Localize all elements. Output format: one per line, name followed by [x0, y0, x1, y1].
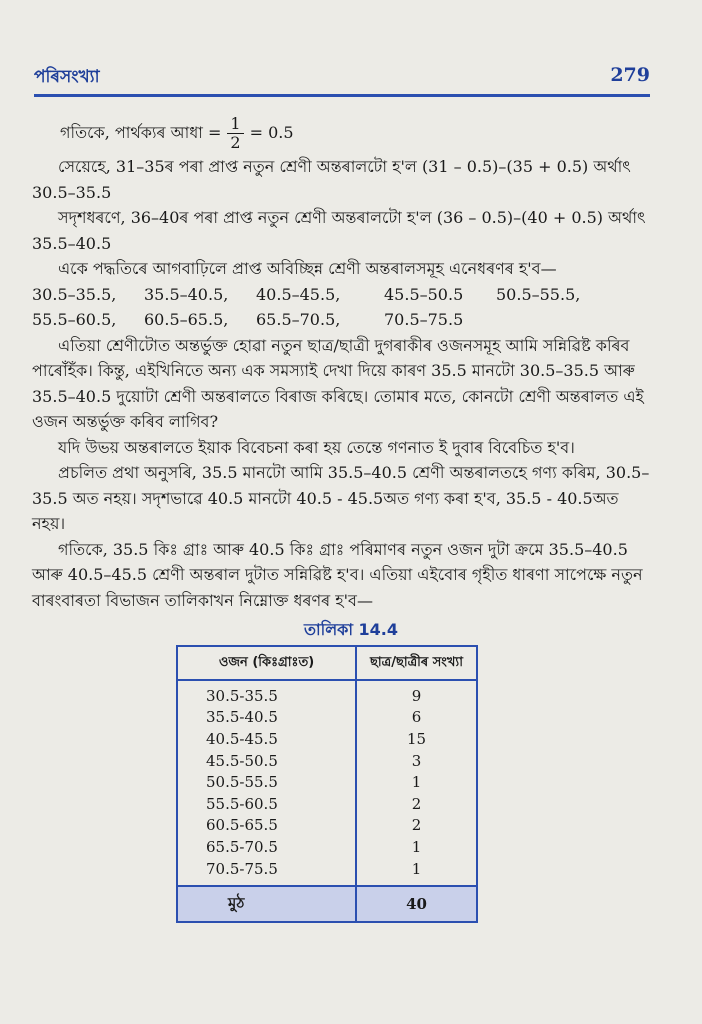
page-header — [34, 60, 650, 98]
table-row — [177, 728, 477, 750]
fraction — [227, 115, 243, 152]
paragraph-4: এতিয়া শ্ৰেণীটোত অন্তৰ্ভুক্ত হোৱা নতুন ছাত্ৰ/ছাত্ৰী দুগৰাকীৰ ওজনসমূহ আমি সন্নিৱিষ্ট কৰিব পাৰোঁহঁক। কিন্তু, এইখিনিতে অন্য এক সমস্যাই দেখা দিয়ে কাৰণ 35.5 মানটো 30.5–35.5 আৰু 35.5–40.5 দুয়োটা শ্ৰেণী অন্তৰালতে বিৰাজ কৰিছে। তোমাৰ মতে, কোনটো শ্ৰেণী অন্তৰালত এই ওজন অন্তৰ্ভুক্ত কৰিব লাগিব? — [32, 335, 644, 431]
interval-item: 45.5–50.5 — [384, 284, 464, 304]
formula-result: = 0.5 — [249, 123, 294, 143]
count-cell: 1 — [411, 859, 422, 878]
table-row — [177, 771, 477, 793]
interval-item: 40.5–45.5, — [256, 284, 341, 304]
weight-cell: 65.5-70.5 — [177, 836, 356, 858]
count-cell: 1 — [411, 773, 422, 792]
table-row — [177, 793, 477, 815]
table-row — [177, 750, 477, 772]
frequency-table — [176, 645, 478, 923]
count-cell: 2 — [411, 816, 422, 835]
fraction-denominator: 2 — [230, 132, 241, 152]
half-difference-formula — [32, 112, 652, 154]
weight-cell: 55.5-60.5 — [177, 793, 356, 815]
weight-cell: 60.5-65.5 — [177, 815, 356, 837]
interval-item: 30.5–35.5, — [32, 284, 117, 304]
count-cell: 2 — [411, 794, 422, 813]
weight-cell: 45.5-50.5 — [177, 750, 356, 772]
chapter-title: পৰিসংখ্যা — [34, 67, 100, 87]
table-row — [177, 815, 477, 837]
weight-cell: 40.5-45.5 — [177, 728, 356, 750]
weight-cell: 30.5-35.5 — [177, 680, 356, 707]
header-rule — [34, 94, 650, 97]
column-header-weight: ওজন (কিঃগ্ৰাঃত) — [177, 646, 356, 680]
table-row — [177, 836, 477, 858]
table-total-row — [177, 886, 477, 922]
fraction-numerator: 1 — [227, 115, 243, 134]
interval-item: 60.5–65.5, — [144, 310, 229, 329]
weight-cell: 35.5-40.5 — [177, 707, 356, 729]
weight-cell: 70.5-75.5 — [177, 858, 356, 887]
interval-item: 35.5–40.5, — [144, 284, 229, 304]
page-number: 279 — [610, 64, 650, 86]
paragraph-2: সদৃশধৰণে, 36–40ৰ পৰা প্ৰাপ্ত নতুন শ্ৰেণী অন্তৰালটো হ'ল (36 – 0.5)–(40 + 0.5) অৰ্থাৎ 35.5–40.5 — [32, 208, 646, 253]
paragraph-5: যদি উভয় অন্তৰালতে ইয়াক বিবেচনা কৰা হয় তেন্তে গণনাত ই দুবাৰ বিবেচিত হ'ব। — [58, 437, 575, 457]
table-row — [177, 680, 477, 707]
table-row — [177, 858, 477, 887]
interval-item: 65.5–70.5, — [256, 310, 341, 329]
paragraph-7: গতিকে, 35.5 কিঃ গ্ৰাঃ আৰু 40.5 কিঃ গ্ৰাঃ পৰিমাণৰ নতুন ওজন দুটা ক্ৰমে 35.5–40.5 আৰু 40.5–45.5 শ্ৰেণী অন্তৰাল দুটাত সন্নিৱিষ্ট হ'ব। এতিয়া এইবোৰ গৃহীত ধাৰণা সাপেক্ষে নতুন বাৰংবাৰতা বিভাজন তালিকাখন নিম্নোক্ত ধৰণৰ হ'ব— — [32, 539, 643, 610]
page-body — [32, 112, 652, 613]
interval-list — [32, 282, 652, 333]
table-header-row — [177, 646, 477, 680]
column-header-count: ছাত্ৰ/ছাত্ৰীৰ সংখ্যা — [356, 646, 477, 680]
table-row — [177, 707, 477, 729]
count-cell: 9 — [411, 686, 422, 705]
table-caption: তালিকা 14.4 — [303, 620, 399, 639]
count-cell: 3 — [411, 751, 422, 770]
count-cell: 6 — [411, 708, 422, 727]
weight-cell: 50.5-55.5 — [177, 771, 356, 793]
paragraph-3: একে পদ্ধতিৰে আগবাঢ়িলে প্ৰাপ্ত অবিচ্ছিন্ন শ্ৰেণী অন্তৰালসমূহ এনেধৰণৰ হ'ব— — [58, 259, 557, 278]
interval-item: 55.5–60.5, — [32, 310, 117, 329]
count-cell: 1 — [411, 837, 422, 856]
total-label: মুঠ — [177, 886, 356, 922]
paragraph-1: সেয়েহে, 31–35ৰ পৰা প্ৰাপ্ত নতুন শ্ৰেণী অন্তৰালটো হ'ল (31 – 0.5)–(35 + 0.5) অৰ্থাৎ 30.5–35.5 — [32, 157, 631, 202]
count-cell: 15 — [406, 729, 427, 748]
formula-prefix: গতিকে, পাৰ্থক্যৰ আধা = — [60, 123, 222, 143]
interval-item: 70.5–75.5 — [384, 310, 464, 329]
total-value: 40 — [356, 886, 477, 922]
interval-item: 50.5–55.5, — [496, 284, 581, 304]
paragraph-6: প্ৰচলিত প্ৰথা অনুসৰি, 35.5 মানটো আমি 35.5–40.5 শ্ৰেণী অন্তৰালতহে গণ্য কৰিম, 30.5–35.5 অত নহয়। সদৃশভাৱে 40.5 মানটো 40.5 - 45.5অত গণ্য কৰা হ'ব, 35.5 - 40.5অত নহয়। — [32, 463, 650, 533]
